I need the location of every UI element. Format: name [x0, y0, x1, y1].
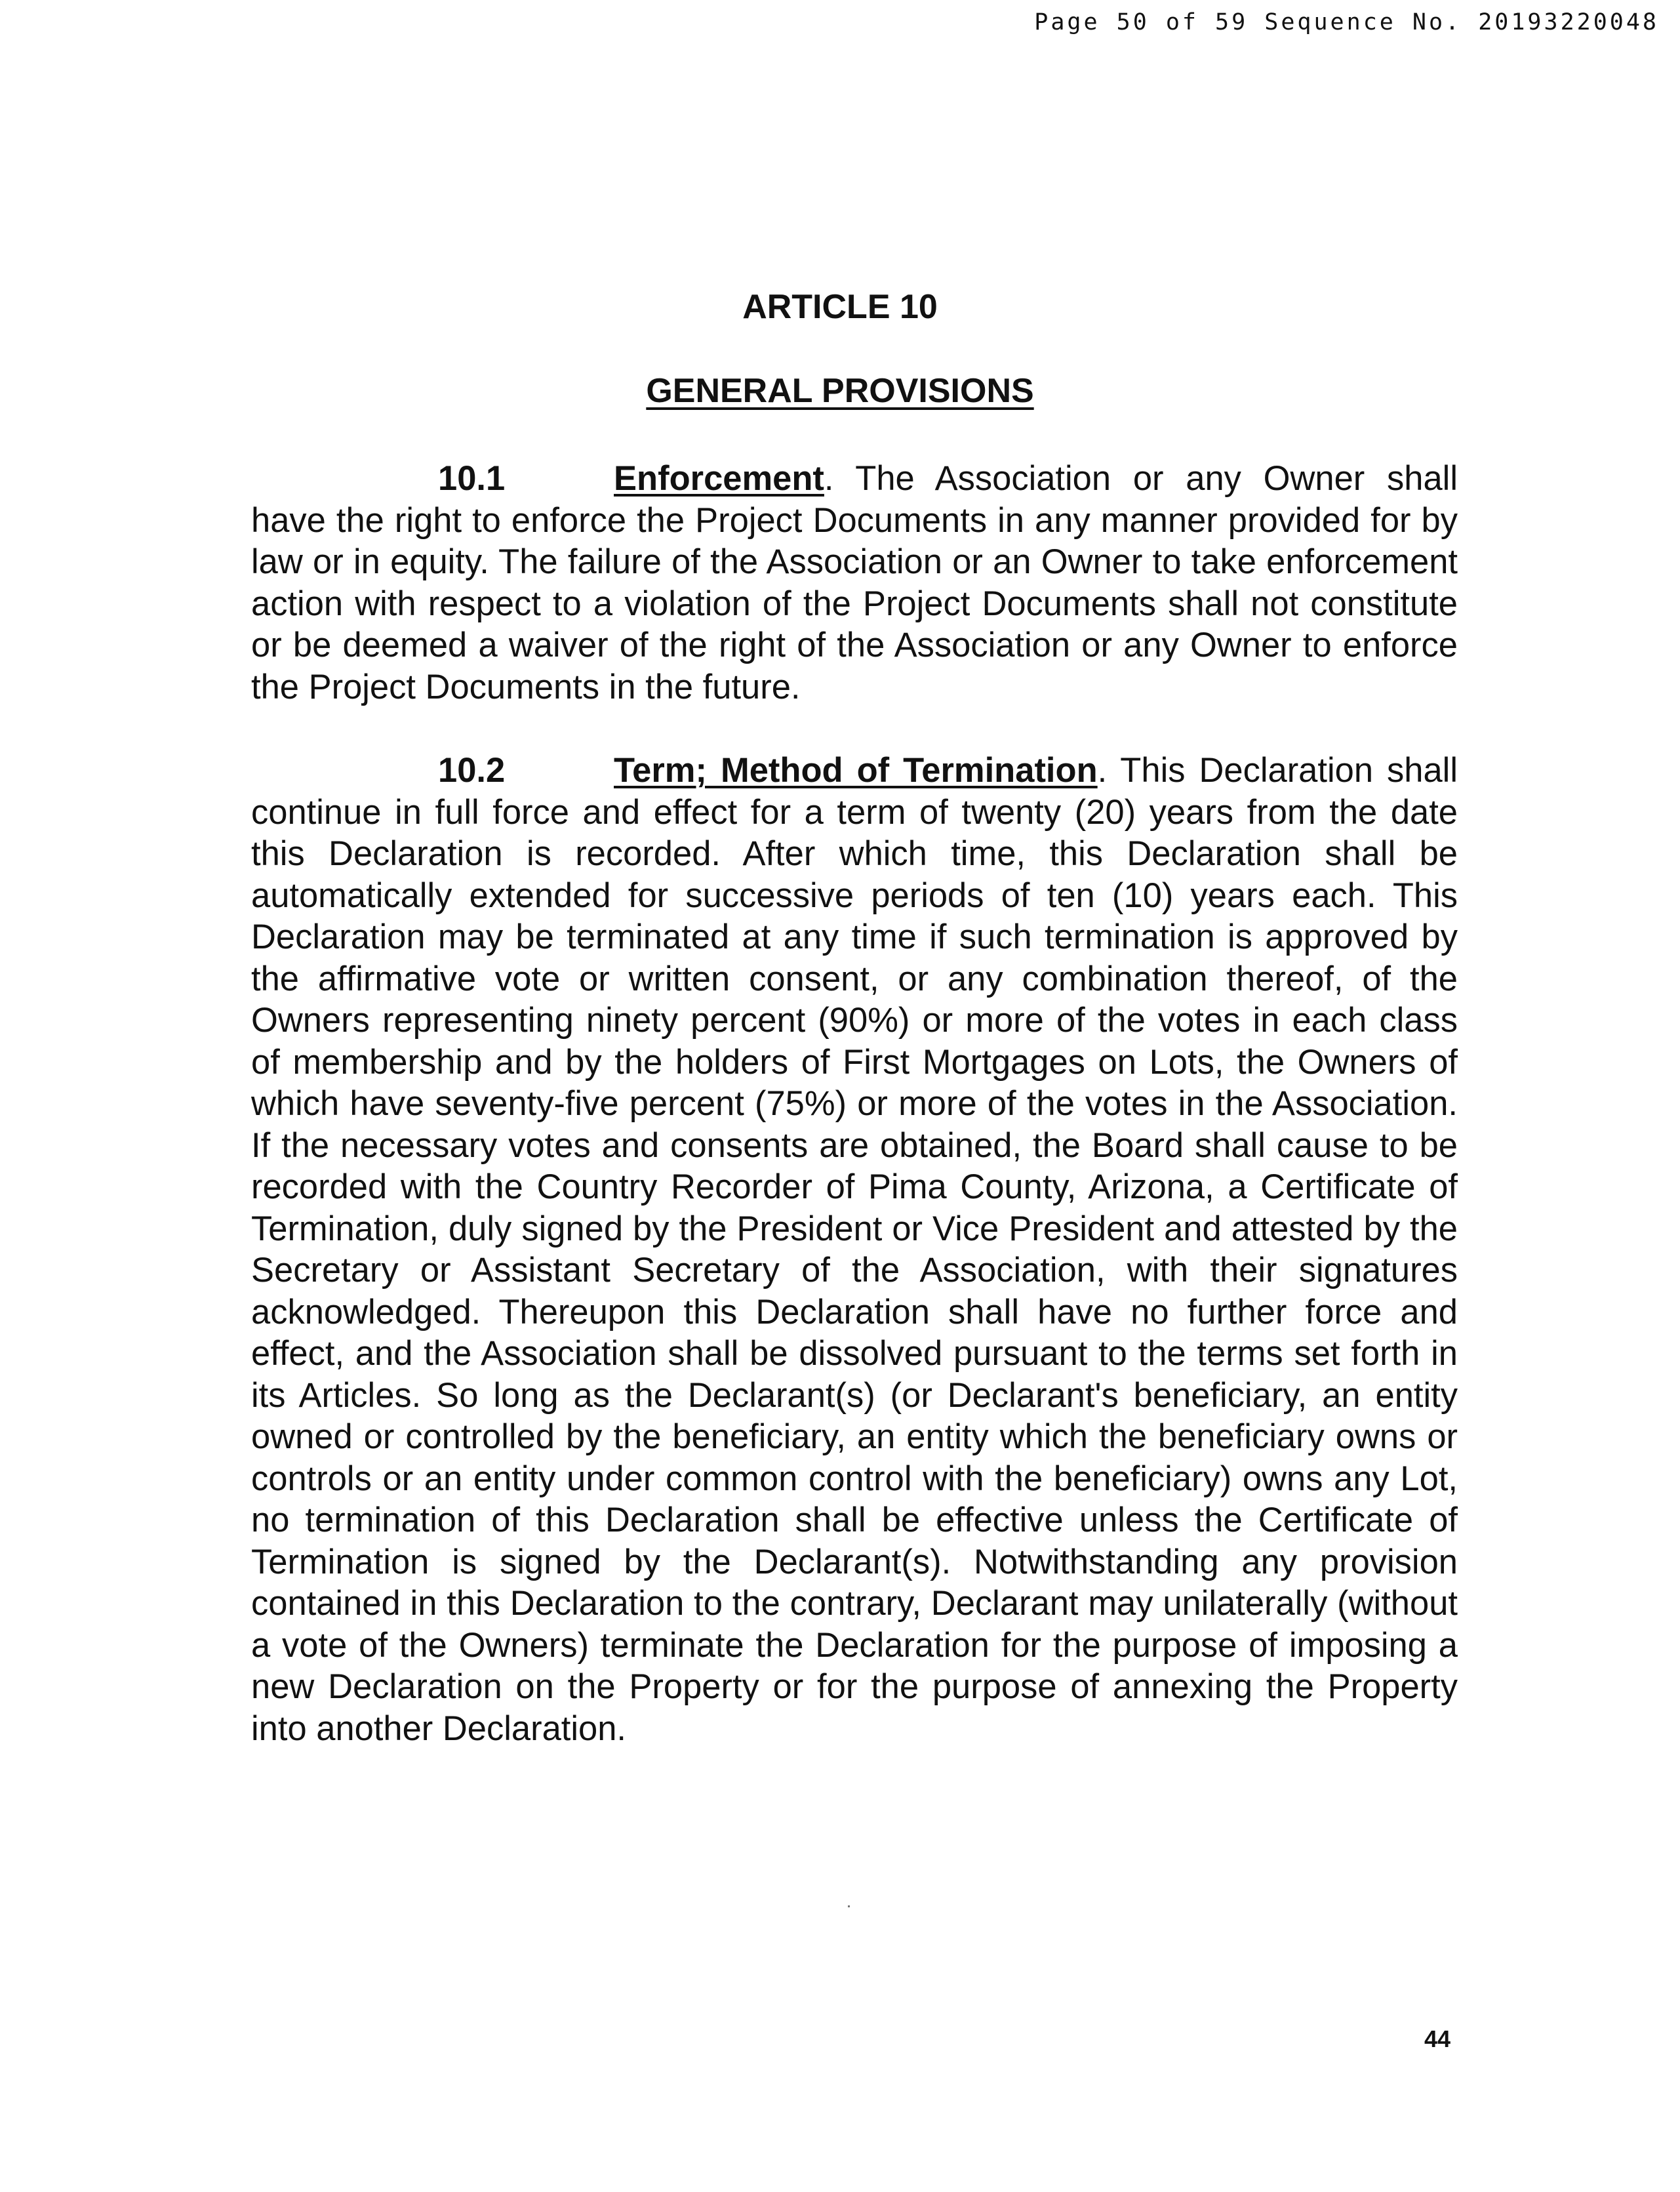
- section-body: . This Declaration shall continue in full force and effect for a term of twenty (20) years from the date this Declaration is recorded. After which time, this Declaration shall be automatically extended for successive periods of ten (10) years each. This Declaration may be terminated at any time if such termination is approved by the affirmative vote or written consent, or any combination thereof, of the Owners representing ninety percent (90%) or more of the votes in each class of membership and by the holders of First Mortgages on Lots, the Owners of which have seventy-five percent (75%) or more of the votes in the Association. If the necessary votes and consents are obtained, the Board shall cause to be recorded with the Country Recorder of Pima County, Arizona, a Certificate of Termination, duly signed by the President or Vice President and attested by the Secretary or Assistant Secretary of the Association, with their signatures acknowledged. Thereupon this Declaration shall have no further force and effect, and the Association shall be dissolved pursuant to the terms set forth in its Articles. So long as the Declarant(s) (or Declarant's beneficiary, an entity owned or controlled by the beneficiary, an entity which the beneficiary owns or controls or an entity under common control with the beneficiary) owns any Lot, no termination of this Declaration shall be effective unless the Certificate of Termination is signed by the Declarant(s). Notwithstanding any provision contained in this Declaration to the contrary, Declarant may unilaterally (without a vote of the Owners) terminate the Declaration for the purpose of imposing a new Declaration on the Property or for the purpose of annexing the Property into another Declaration.: [251, 751, 1458, 1748]
- section-number: 10.2: [438, 751, 506, 790]
- section-body: . The Association or any Owner shall have the right to enforce the Project Documents in any manner provided for by law or in equity. The failure of the Association or an Owner to take enforcement action with respect to a violation of the Project Documents shall not constitute or be deemed a waiver of the right of the Association or any Owner to enforce the Project Documents in the future.: [251, 459, 1458, 706]
- section-title: Enforcement: [614, 459, 824, 498]
- section-10-1: [251, 458, 1458, 708]
- section-number: 10.1: [438, 459, 506, 498]
- article-title: [0, 371, 1680, 411]
- page-number: 44: [1424, 2025, 1451, 2052]
- article-heading: ARTICLE 10: [742, 288, 938, 326]
- section-title: Term; Method of Termination: [614, 751, 1098, 790]
- article-title-text: GENERAL PROVISIONS: [646, 372, 1034, 410]
- scan-speck: [848, 1905, 850, 1907]
- recording-stamp: Page 50 of 59 Sequence No. 20193220048: [1034, 9, 1659, 35]
- section-10-2: [251, 750, 1458, 1749]
